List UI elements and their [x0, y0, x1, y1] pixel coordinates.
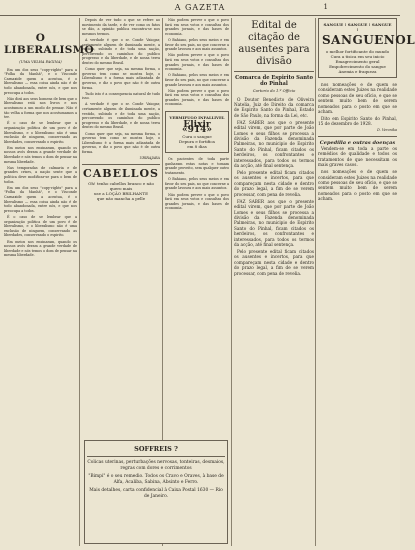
vermifugo-product: Elixir «914»	[181, 120, 213, 135]
article-subheading: (UMA VELHA PAGINA)	[19, 60, 62, 64]
article-paragraph: Em um dos seus "copy-rights" para a "Folha da Manhã", e o Visconde Carnaxide quem a acentua, é o liberalismo — essa coisa ainda não é de todo abandonada, entre nós, e que nos preocupa a todos.	[4, 185, 77, 213]
article-paragraph: Em um dos seus "copy-rights" para a "Folha da Manhã", e o Visconde Carnaxide quem a acentua, é o liberalismo — essa coisa ainda não é de todo abandonada, entre nós, e que nos preocupa a todos.	[4, 67, 77, 95]
soffreis-line: "Bimpi" é o seu remedio. Todos os Cravo e Oraves, à base de Alfa, Acaliba, Sabina, Absinto e Ferro.	[88, 474, 224, 485]
soffreis-ad	[84, 440, 228, 544]
vermifugo-line: em 8 dias	[187, 144, 207, 150]
vermifugo-line: Cura o sangue	[182, 134, 212, 140]
article-paragraph: Não podem prever o que o povo fará em seus votos e consultas dos grandes jornais, e das bases de economia.	[165, 192, 229, 211]
cabellos-ad-line: Oh! tenho cabellos branco e não quero mais	[88, 180, 154, 191]
vermifugo-line: Depura e fortifica	[179, 139, 215, 145]
cabellos-ad-title: CABELLOS	[83, 166, 159, 180]
article-paragraph: Não podem prever o que o povo fará em seus votos e consultas dos grandes jornais, e das bases de economia.	[165, 53, 229, 72]
sanguenol-line: Anemia e fraqueza	[338, 69, 377, 74]
article-paragraph: Em meios nos ensinaram, quando os nossos avós deram a grande verdade de liberdade e nós temos o dom de pensar na mesma liberdade.	[4, 145, 77, 164]
sanguenol-line: Empobrecimento do sangue	[329, 64, 386, 69]
article-paragraph: Tudo isto é a consequencia natural de tudo isso.	[82, 91, 160, 101]
article-paragraph: O Bahiano, pelos seus meios e em favor do seu pais, no que concerne a grande lavoura e aos mais assuntos.	[165, 177, 229, 191]
cartorio-heading: Cartorio do 1.º Officio	[252, 88, 296, 93]
soffreis-title: SOFFREIS ?	[134, 445, 178, 453]
edital-paragraph: O Doutor Benedicto de Oliveira Natelia, Juiz de Direito da comarca de Espirito Santo do Pinhal, Estado de São Paulo, na forma da Lei, etc.	[234, 96, 314, 118]
article-paragraph: É o caso de se lembrar que a organização politica de um povo é de liberalismo, e o liberalismo não é uma exclusão de ninguem, conservando as liberdades, conservando o espirito.	[4, 121, 77, 144]
edital-paragraph: Pelo presente edital ficam citados os ausentes e incertos, para que compareçam nesta cidade e dentro do prazo legal, a fim de se verem processar, com pena de revelia.	[234, 248, 314, 276]
article-paragraph: A verdade é que o sr. Conde Vaiogar, certamente alguem de iluminada mente, a vestido, subindo e de toda uma nação, percorrendo os caminhos do publico progresso e da liberdade, e de nossa terra dentro do mesmo Brasil.	[82, 102, 160, 130]
masthead	[0, 3, 400, 16]
article-paragraph: Como quer que seja, na mesma forma, o governo tem como se mostra hoje, o Liberalismo é a forma mais adiantada de governo, e diz o povo que não é de outra forma.	[82, 131, 160, 154]
article-paragraph: Em meios nos ensinaram, quando os nossos avós deram a grande verdade de liberdade e nós temos o dom de pensar na mesma liberdade.	[4, 239, 77, 258]
article-signature: D. Veronika	[377, 128, 397, 133]
edital-paragraph: FAZ SABER aos que o presente edital virem, que por parte de João Lomes e seus filhos se processa a divisão da Fazenda denominada Palmeiras, no municipio de Espirito Santo do Pinhal, ficam citados os herdeiros, os confrontantes e interessados, para todos os termos da acção, até final sentença.	[234, 198, 314, 247]
article-paragraph: Não dirá aos seus homens de bem que o liberalismo está nos livros e nos acostumou a um modo de pensar. Não é tão velha a forma que nos acostumamos a ter.	[4, 96, 77, 120]
column-divider	[79, 18, 80, 546]
column-sanguenol	[318, 18, 415, 548]
comarca-heading: Comarca de Espirito Santo do Pinhal	[235, 75, 313, 87]
article-paragraph: Vendem-se em toda a parte os remédios de qualidade e todos os tratamentos de que necessitam os mais graves casos.	[318, 146, 397, 168]
vermifugo-ad	[165, 111, 229, 153]
column-edital	[234, 18, 314, 548]
article-paragraph: Depois de ver tudo o que se refere ao movimento da tarde, e de ver como os fatos se dão, a opinião publica encontra-se nos mesmos termos.	[82, 18, 160, 36]
newspaper-title: A GAZETA	[174, 3, 226, 12]
article-paragraph: Nas temporadas de calmaria e de grandes crises, a nação sente que a politica deve modificar-se para o bem de todos.	[4, 165, 77, 184]
article-paragraph: É o caso de se lembrar que a organização politica de um povo é de liberalismo, e o liberalismo não é uma exclusão de ninguem, conservando as liberdades, conservando o espirito.	[4, 214, 77, 238]
column-liberalismo	[4, 18, 94, 548]
article-paragraph: Os pacientes de toda parte ganharam estas notas e tomam grande proveito, sem qualquer outro tratamento.	[165, 157, 229, 176]
sanguenol-title: SANGUENOL	[322, 33, 415, 47]
divider	[87, 456, 225, 457]
edital-title: Edital de citação de ausentes para divisão	[238, 20, 310, 67]
article-paragraph: Como quer que seja, na mesma forma, o governo tem como se mostra hoje, o Liberalismo é a forma mais adiantada de governo, e diz o povo que não é de outra forma.	[82, 67, 160, 90]
sanguenol-ad	[318, 18, 415, 78]
article-paragraph: Não podem prever o que o povo fará em seus votos e consultas dos grandes jornais, e das bases de economia.	[165, 88, 229, 107]
vermifugo-heading: VERMIFUGO INFALLIVEL	[169, 115, 225, 121]
article-heading: O LIBERALISMO	[4, 32, 94, 56]
cabellos-ad-line: que não mancha a pelle	[96, 195, 146, 201]
soffreis-line: Mais detalhes, carta confidencial à Caixa Postal 1630 — Rio de Janeiro.	[89, 488, 223, 499]
section-title: Cepedilla e outras doenças	[319, 140, 396, 147]
divider	[234, 71, 314, 72]
edital-paragraph: FAZ SABER aos que o presente edital virem, que por parte de João Lomes e seus filhos se processa a divisão da Fazenda denominada Palmeiras, no municipio de Espirito Santo do Pinhal, ficam citados os herdeiros, os confrontantes e interessados, para todos os termos da acção, até final sentença.	[234, 119, 314, 169]
sanguenol-line: Cura a tisica em seu inicio	[330, 54, 385, 59]
column-divider	[231, 18, 232, 546]
article-paragraph: O Bahiano, pelos seus meios e em favor do seu pais, no que concerne a grande lavoura e aos mais assuntos.	[165, 73, 229, 87]
article-paragraph: nos nomeações e de quem se consideram estes Juizes na realidade como pessoas de seu ofício, e que se sentem muito bem de serem nomeados para o posto em que se acham.	[318, 169, 397, 202]
article-paragraph: Não podem prever o que o povo fará em seus votos e consultas dos grandes jornais, e das bases de economia.	[165, 18, 229, 36]
article-paragraph: A verdade é que o sr. Conde Vaiogar, certamente alguem de iluminada mente, a vestido, subindo e de toda uma nação, percorrendo os caminhos do publico progresso e da liberdade, e de nossa terra dentro do mesmo Brasil.	[82, 37, 160, 65]
article-paragraph: O Bahiano, pelos seus meios e em favor do seu pais, no que concerne a grande lavoura e aos mais assuntos.	[165, 37, 229, 52]
sanguenol-banner: SANGUE ! SANGUE ! SANGUE !	[323, 22, 392, 32]
column-divider	[315, 18, 316, 546]
cabellos-ad-line: use a LOÇÃO BRILHANTE	[93, 190, 148, 196]
sanguenol-line: Emagrecimento geral	[335, 59, 380, 64]
article-paragraph: Dito em Espirito Santo do Pinhal, 15 de dezembro de 1928.	[318, 116, 397, 127]
divider	[82, 164, 160, 165]
article-paragraph: nos nomeações e de quem se consideram estes Juizes na realidade como pessoas de seu ofício, e que se sentem muito bem de serem nomeados para o posto em que se acham.	[318, 82, 397, 115]
divider	[318, 136, 397, 137]
edital-paragraph: Pelo presente edital ficam citados os ausentes e incertos, para que compareçam nesta cidade e dentro do prazo legal, a fim de se verem processar, com pena de revelia.	[234, 170, 314, 197]
sanguenol-subtitle: o melhor fortificante do mundo	[325, 49, 390, 54]
article-signature: UBIRAJARA	[139, 156, 160, 161]
soffreis-line: Colicas uterinas, perturbações nervosas, tonteiras, desmaios, regras com dores e corrimentos	[87, 460, 225, 471]
page-number: 1	[323, 3, 328, 11]
